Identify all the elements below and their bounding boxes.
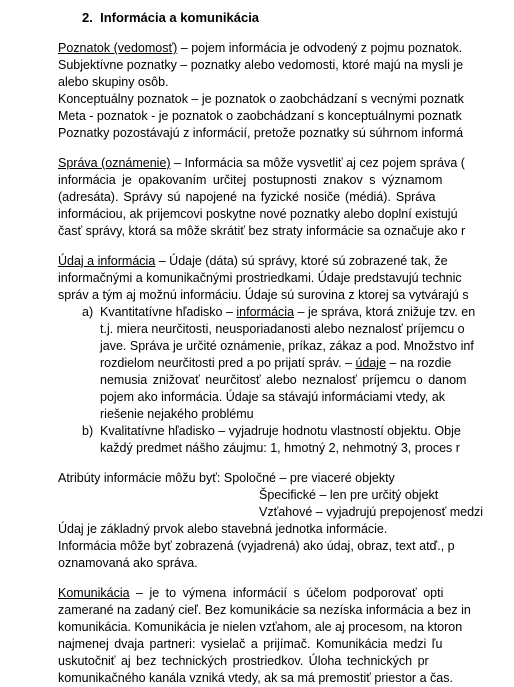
list-b-line-1: Kvalitatívne hľadisko – vyjadruje hodnotu vlastností objektu. Obje [100,424,461,438]
text: – pojem informácia je odvodený z pojmu poznatok. [177,41,463,55]
komunikacia-line-3: komunikácia. Komunikácia je nielen vzťahom, ale aj procesom, na ktoron [58,620,463,634]
text: – je správa, ktorá znižuje tzv. en [294,305,476,319]
list-a-line-4 [100,355,451,372]
udaj-line-2: informačnými a komunikačnými prostriedkami. Údaje predstavujú technic [58,271,462,285]
udaj-line-3: správ a tým aj možnú informáciu. Údaje sú surovina z ktorej sa vytvárajú s [58,288,469,302]
text: Kvantitatívne hľadisko – [100,305,237,319]
atributy-line-4: Údaj je základný prvok alebo stavebná jednotka informácie. [58,522,388,536]
list-a-line-3: jave. Správa je určité oznámenie, príkaz, zákaz a pod. Množstvo inf [100,339,474,353]
poznatok-line-4: Konceptuálny poznatok – je poznatok o zaobchádzaní s vecnými poznatk [58,92,464,106]
section-heading [82,9,259,26]
text: – je to výmena informácií s účelom podporovať opti [129,586,444,600]
list-a-line-5: nemusia znižovať neurčitosť alebo neznalosť príjemcu o danom [100,373,467,387]
term-udaj: Údaj a informácia [58,254,156,268]
sprava-line-5: časť správy, ktorá sa môže skrátiť bez straty informácie sa označuje ako r [58,224,466,238]
atributy-line-2: Špecifické – len pre určitý objekt [259,488,439,502]
atributy-line-5: Informácia môže byť zobrazená (vyjadrená) ako údaj, obraz, text atď., p [58,539,455,553]
poznatok-line-5: Meta - poznatok - je poznatok o zaobchádzaní s konceptuálnymi poznatk [58,109,462,123]
list-label-b: b) [82,424,94,438]
text: rozdielom neurčitosti pred a po prijatí správ. – [100,356,356,370]
poznatok-line-1 [58,40,462,57]
list-label-a: a) [82,305,94,319]
list-a-line-2: t.j. miera neurčitosti, neusporiadanosti alebo neznalosť príjemcu o [100,322,465,336]
poznatok-line-6: Poznatky pozostávajú z informácií, pretože poznatky sú súhrnom informá [58,126,464,140]
term-poznatok: Poznatok (vedomosť) [58,41,178,55]
heading-number: 2. [82,10,93,25]
atributy-line-3: Vzťahové – vyjadrujú prepojenosť medzi [259,505,484,519]
list-a-line-1 [100,304,475,321]
poznatok-line-2: Subjektívne poznatky – poznatky alebo vedomosti, ktoré majú na mysli je [58,58,464,72]
sprava-line-3: (adresáta). Správy sú napojené na fyzické nosiče (médiá). Správa [58,190,436,204]
text: – na rozdie [386,356,452,370]
list-a-line-6: pojem ako informácia. Údaje sa stávajú informáciami vtedy, ak [100,390,446,404]
list-b-line-2: každý predmet nášho záujmu: 1, hmotný 2, nehmotný 3, proces r [100,441,460,455]
term-komunikacia: Komunikácia [58,586,130,600]
text: – Údaje (dáta) sú správy, ktoré sú zobrazené tak, že [155,254,448,268]
udaj-line-1 [58,253,448,270]
sprava-line-1 [58,155,465,172]
komunikacia-line-6: komunikačného kanála vzniká vtedy, ak sa má premostiť priestor a čas. [58,671,453,685]
text: – Informácia sa môže vysvetliť aj cez pojem správa ( [170,156,465,170]
heading-title: Informácia a komunikácia [100,10,260,25]
sprava-line-2: informácia je opakovaním určitej postupnosti znakov s významom [58,173,443,187]
atributy-line-1: Atribúty informácie môžu byť: Spoločné – pre viaceré objekty [58,471,395,485]
komunikacia-line-1 [58,585,443,602]
term-udaje: údaje [355,356,387,370]
komunikacia-line-2: zamerané na zadaný cieľ. Bez komunikácie sa nezíska informácia a bez in [58,603,471,617]
komunikacia-line-5: uskutočniť aj bez technických prostriedkov. Úloha technických pr [58,654,429,668]
atributy-line-6: oznamovaná ako správa. [58,556,198,570]
komunikacia-line-4: najmenej dvaja partneri: vysielač a prijímač. Komunikácia medzi ľu [58,637,443,651]
term-informacia: informácia [236,305,295,319]
sprava-line-4: informáciou, ak prijemcovi poskytne nové poznatky alebo doplní existujú [58,207,458,221]
term-sprava: Správa (oznámenie) [58,156,171,170]
list-a-line-7: riešenie nejakého problému [100,407,254,421]
poznatok-line-3: alebo skupiny osôb. [58,75,169,89]
